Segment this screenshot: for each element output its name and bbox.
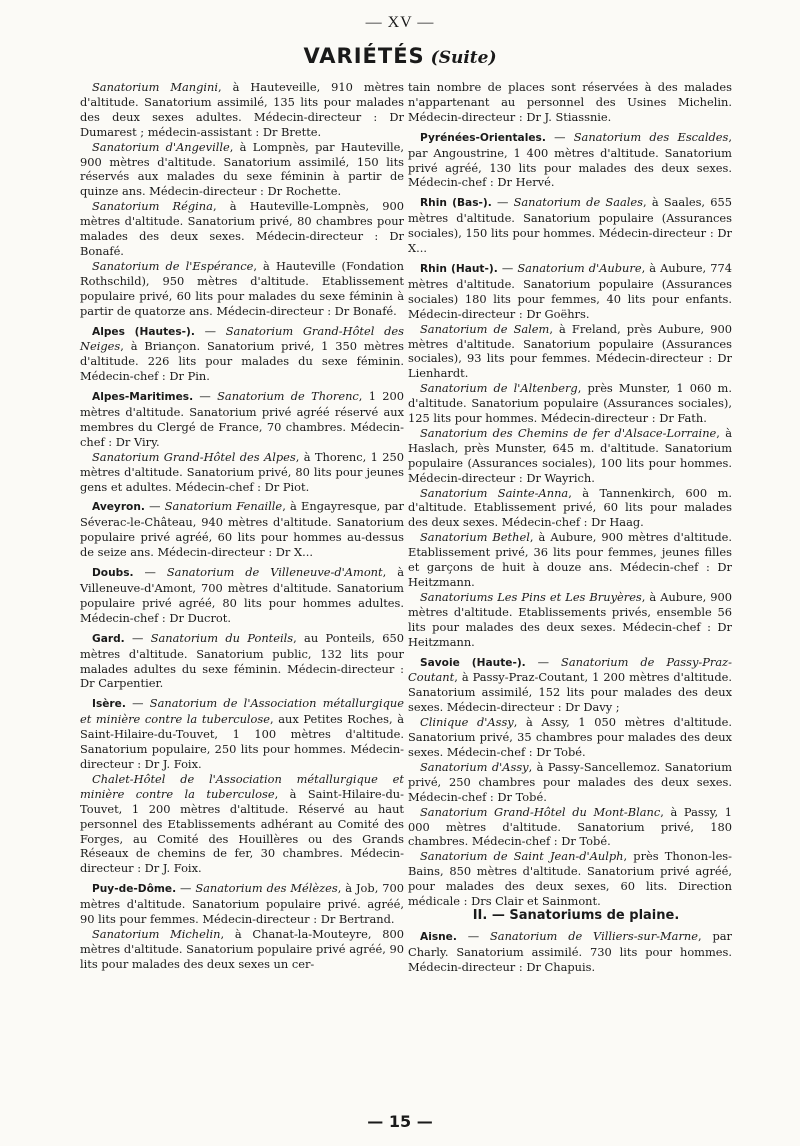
department-name: Alpes-Maritimes. <box>92 391 194 404</box>
entry-text: , à Chanat-la-Mouteyre, 800 mètres d'altitude. Sanatorium populaire privé agréé, 90 lits pour malades des deux sexes un cer- <box>80 926 404 971</box>
entry-text: , près Munster, 1 060 m. d'altitude. Sanatorium populaire (Assurances sociales), 125 lits pour hommes. Médecin-directeur : Dr Fath. <box>408 381 732 426</box>
department-name: Isère. <box>92 698 126 711</box>
sanatorium-name: Sanatorium des Mélèzes <box>195 881 338 896</box>
entry-paragraph <box>80 881 404 927</box>
entry-paragraph <box>408 486 732 531</box>
entry-dash: — <box>497 260 518 275</box>
entry-paragraph <box>408 261 732 322</box>
entry-text: , à Haslach, près Munster, 645 m. d'altitude. Sanatorium populaire (Assurances sociales), 100 lits pour hommes. Médecin-directeur : Dr Wayrich. <box>408 425 732 485</box>
entry-text: , à Villeneuve-d'Amont, 700 mètres d'altitude. Sanatorium populaire privé agréé, 80 lits pour hommes adultes. Médecin-chef : Dr Ducrot. <box>80 565 404 625</box>
entry-text: , à Engayresque, par Séverac-le-Château, 940 mètres d'altitude. Sanatorium populaire privé agréé, 60 lits pour hommes au-dessus de seize ans. Médecin-directeur : Dr X... <box>80 499 404 560</box>
sanatorium-name: Sanatorium Fenaille <box>164 499 283 514</box>
roman-page-number: — XV — <box>365 14 435 31</box>
entry-dash: — <box>194 323 226 338</box>
entry-dash: — <box>124 630 151 645</box>
sanatorium-name: Sanatorium Grand-Hôtel du Mont-Blanc <box>420 804 661 819</box>
sanatorium-name: Sanatorium de l'Association métallurgique et minière contre la tuberculose <box>80 696 404 727</box>
sanatorium-name: Sanatorium de Villeneuve-d'Amont <box>166 565 383 580</box>
left-column <box>80 80 404 972</box>
sanatorium-name: Sanatorium de Villiers-sur-Marne <box>489 928 698 943</box>
entry-paragraph <box>408 322 732 382</box>
sanatorium-name: Sanatorium Sainte-Anna <box>420 485 569 500</box>
entry-paragraph <box>408 715 732 760</box>
entry-paragraph <box>80 696 404 772</box>
sanatorium-name: Sanatorium de l'Altenberg <box>420 381 578 396</box>
sanatorium-name: Sanatorium Régina <box>92 199 213 214</box>
entry-text: , à Aubure, 900 mètres d'altitude. Etablissements privés, ensemble 56 lits pour malades des deux sexes. Médecin-chef : Dr Heitzmann. <box>408 589 732 649</box>
entry-paragraph <box>80 389 404 450</box>
entry-paragraph <box>80 927 404 972</box>
page-title <box>0 44 800 68</box>
sanatorium-name: Sanatorium d'Assy <box>420 759 529 774</box>
page-number: — 15 — <box>367 1112 433 1131</box>
entry-paragraph <box>408 655 732 716</box>
entry-text: , à Freland, près Aubure, 900 mètres d'altitude. Sanatorium populaire (Assurances sociales), 93 lits pour femmes. Médecin-directeur : Dr Lienhardt. <box>408 321 732 381</box>
entry-paragraph <box>80 499 404 560</box>
entry-text: , 1 200 mètres d'altitude. Sanatorium privé agréé réservé aux membres du Clergé de France, 70 chambres. Médecin-chef : Dr Viry. <box>80 389 404 449</box>
entry-paragraph <box>80 199 404 259</box>
sanatorium-name: Sanatorium d'Aubure <box>517 260 642 275</box>
entry-text: , à Aubure, 900 mètres d'altitude. Etablissement privé, 36 lits pour femmes, jeunes filles et garçons de huit à douze ans. Médecin-chef : Dr Heitzmann. <box>408 530 732 589</box>
entry-text: , à Assy, 1 050 mètres d'altitude. Sanatorium privé, 35 chambres pour malades des deux sexes. Médecin-chef : Dr Tobé. <box>408 715 732 759</box>
entry-paragraph <box>408 426 732 486</box>
entry-text: , à Aubure, 774 mètres d'altitude. Sanatorium populaire (Assurances sociales) 180 lits pour femmes, 40 lits pour enfants. Médecin-directeur : Dr Goëhrs. <box>408 260 732 321</box>
department-name: Puy-de-Dôme. <box>92 883 177 896</box>
entry-text: , à Hauteville-Lompnès, 900 mètres d'altitude. Sanatorium privé, 80 chambres pour malades des deux sexes. Médecin-directeur : Dr Bonafé. <box>80 199 404 258</box>
sanatorium-name: Sanatorium de Saint Jean-d'Aulph <box>420 849 624 864</box>
entry-text: tain nombre de places sont réservées à des malades n'appartenant au personnel des Usines Michelin. Médecin-directeur : Dr J. Stiassnie. <box>408 80 732 124</box>
department-name: Pyrénées-Orientales. <box>420 131 546 144</box>
sanatorium-name: Sanatorium d'Angeville <box>92 139 230 154</box>
entry-dash: — <box>125 696 150 711</box>
entry-dash: — <box>491 195 514 210</box>
sanatorium-name: Sanatorium Bethel <box>420 530 530 545</box>
entry-text: , près Thonon-les-Bains, 850 mètres d'altitude. Sanatorium privé agréé, pour malades des deux sexes, 60 lits. Direction médicale : Drs Clair et Sainmont. <box>408 849 733 909</box>
entry-dash: — <box>133 565 167 580</box>
entry-paragraph <box>80 259 404 319</box>
department-name: Gard. <box>92 632 125 645</box>
department-name: Aveyron. <box>92 501 145 514</box>
title-suite: (Suite) <box>430 48 497 68</box>
entry-text: , à Briançon. Sanatorium privé, 1 350 mètres d'altitude. 226 lits pour malades du sexe féminin. Médecin-chef : Dr Pin. <box>80 339 404 384</box>
entry-paragraph <box>408 929 732 975</box>
sanatorium-name: Sanatorium de Thorenc <box>217 389 359 404</box>
department-name: Rhin (Haut-). <box>420 262 498 275</box>
sanatorium-name: Sanatorium de Salem <box>420 321 550 336</box>
sanatorium-name: Sanatorium Mangini <box>92 80 219 94</box>
entry-text: , par Angoustrine, 1 400 mètres d'altitude. Sanatorium privé agréé, 130 lits pour malades des deux sexes. Médecin-chef : Dr Hervé. <box>408 129 732 190</box>
entry-dash: — <box>545 129 574 144</box>
entry-text: , à Hauteveille, 910 mètres d'altitude. Sanatorium assimilé, 135 lits pour malades des deux sexes adultes. Médecin-directeur : Dr Dumarest ; médecin-assistant : Dr Brette. <box>80 80 404 139</box>
entry-paragraph <box>408 530 732 590</box>
entry-text: , à Saint-Hilaire-du-Touvet, 1 200 mètres d'altitude. Réservé au haut personnel des Etablissements adhérant au Comité des Forges, au Comité des Houillères ou des Grands Réseaux de chemins de fer, 30 chambres. Médecin-directeur : Dr J. Foix. <box>80 786 404 876</box>
section-heading: II. — Sanatoriums de plaine. <box>472 907 680 923</box>
entry-paragraph <box>80 140 404 200</box>
entry-paragraph <box>80 80 404 140</box>
entry-paragraph <box>408 590 732 650</box>
department-name: Savoie (Haute-). <box>420 656 526 669</box>
entry-dash: — <box>525 654 562 669</box>
entry-paragraph <box>408 849 732 909</box>
entry-text: , par Charly. Sanatorium assimilé. 730 lits pour hommes. Médecin-directeur : Dr Chapuis. <box>408 928 732 974</box>
entry-text: , à Thorenc, 1 250 mètres d'altitude. Sanatorium privé, 80 lits pour jeunes gens et adultes. Médecin-chef : Dr Piot. <box>80 449 404 494</box>
entry-paragraph <box>408 195 732 256</box>
entry-paragraph <box>408 760 732 805</box>
entry-paragraph <box>80 324 404 385</box>
entry-text: , à Passy, 1 000 mètres d'altitude. Sanatorium privé, 180 chambres. Médecin-chef : Dr Tobé. <box>408 804 732 849</box>
department-name: Alpes (Hautes-). <box>92 325 195 338</box>
entry-paragraph <box>80 450 404 495</box>
entry-dash: — <box>456 928 490 943</box>
sanatorium-name: Chalet-Hôtel de l'Association métallurgique et minière contre la tuberculose <box>80 771 404 801</box>
sanatorium-name: Sanatorium des Chemins de fer d'Alsace-Lorraine <box>420 425 717 440</box>
entry-text: , à Tannenkirch, 600 m. d'altitude. Etablissement privé, 60 lits pour malades des deux sexes. Médecin-chef : Dr Haag. <box>408 485 732 530</box>
entry-paragraph <box>408 80 732 125</box>
sanatorium-name: Sanatoriums Les Pins et Les Bruyères <box>420 589 642 604</box>
entry-paragraph <box>408 130 732 191</box>
sanatorium-name: Sanatorium de l'Espérance <box>92 258 254 273</box>
entry-dash: — <box>193 389 218 404</box>
department-name: Rhin (Bas-). <box>420 197 492 210</box>
sanatorium-name: Sanatorium de Passy-Praz-Coutant <box>408 654 732 685</box>
entry-text: , à Saales, 655 mètres d'altitude. Sanatorium populaire (Assurances sociales), 150 lits pour hommes. Médecin-directeur : Dr X... <box>408 195 732 256</box>
entry-paragraph <box>80 565 404 626</box>
entry-dash: — <box>176 881 196 896</box>
sanatorium-name: Clinique d'Assy <box>420 715 514 730</box>
department-name: Doubs. <box>92 567 134 580</box>
entry-text: , aux Petites Roches, à Saint-Hilaire-du-Touvet, 1 100 mètres d'altitude. Sanatorium populaire, 250 lits pour hommes. Médecin-directeur : Dr J. Foix. <box>80 712 404 771</box>
sanatorium-name: Sanatorium Michelin <box>92 926 221 941</box>
entry-paragraph <box>80 772 404 876</box>
entry-paragraph <box>408 805 732 850</box>
sanatorium-name: Sanatorium des Escaldes <box>573 129 729 144</box>
sanatorium-name: Sanatorium Grand-Hôtel des Neiges <box>80 323 404 354</box>
entry-text: , à Lompnès, par Hauteville, 900 mètres d'altitude. Sanatorium assimilé, 150 lits réservés aux malades du sexe féminin à partir de quinze ans. Médecin-directeur : Dr Rochette. <box>80 139 404 199</box>
entry-text: , à Hauteville (Fondation Rothschild), 950 mètres d'altitude. Etablissement populaire privé, 60 lits pour malades du sexe féminin à partir de quatorze ans. Médecin-directeur : Dr Bonafé. <box>80 258 404 318</box>
entry-text: , au Ponteils, 650 mètres d'altitude. Sanatorium public, 132 lits pour malades adultes du sexe féminin. Médecin-directeur : Dr Carpentier. <box>80 630 404 691</box>
entry-paragraph <box>408 381 732 426</box>
entry-text: , à Job, 700 mètres d'altitude. Sanatorium populaire privé. agréé, 90 lits pour femmes. Médecin-directeur : Dr Bertrand. <box>80 881 404 927</box>
department-name: Aisne. <box>420 930 457 943</box>
entry-text: , à Passy-Sancellemoz. Sanatorium privé, 250 chambres pour malades des deux sexes. Médecin-chef : Dr Tobé. <box>408 759 733 804</box>
sanatorium-name: Sanatorium de Saales <box>513 195 644 210</box>
entry-paragraph <box>80 631 404 692</box>
entry-text: , à Passy-Praz-Coutant, 1 200 mètres d'altitude. Sanatorium assimilé, 152 lits pour malades des deux sexes. Médecin-directeur : Dr Davy ; <box>408 670 732 715</box>
sanatorium-name: Sanatorium Grand-Hôtel des Alpes <box>92 449 296 464</box>
sanatorium-name: Sanatorium du Ponteils <box>150 630 294 645</box>
title-text: VARIÉTÉS <box>303 44 425 68</box>
entry-dash: — <box>144 499 165 514</box>
right-column <box>408 80 732 975</box>
